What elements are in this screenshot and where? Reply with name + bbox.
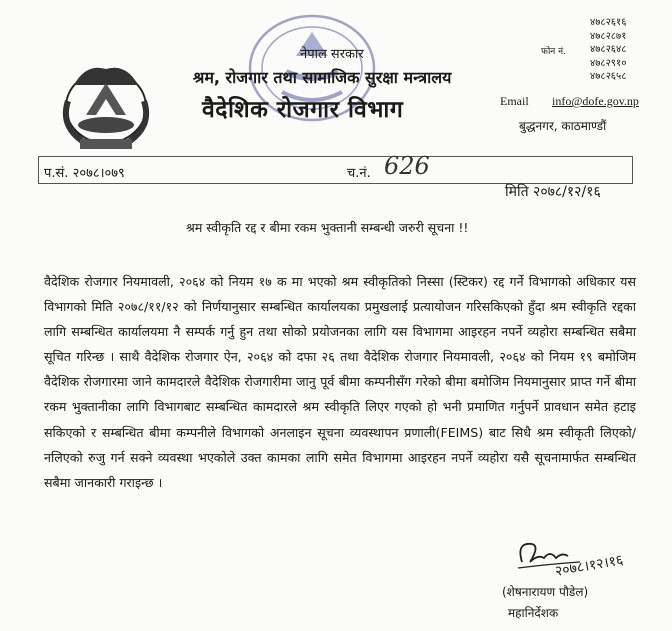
department-name: वैदेशिक रोजगार विभाग: [202, 97, 404, 123]
notice-subject: श्रम स्वीकृति रद्द र बीमा रकम भुक्तानी सम्बन्धी जरुरी सूचना !!: [186, 220, 469, 235]
email-label: Email: [500, 94, 529, 108]
signature-date: २०७८।१२।१६: [553, 552, 625, 580]
phone-number: ४७८२८७१: [590, 30, 627, 42]
ministry-name: श्रम, रोजगार तथा सामाजिक सुरक्षा मन्त्रालय: [193, 68, 452, 87]
email-link[interactable]: info@dofe.gov.np: [552, 94, 639, 108]
government-name: नेपाल सरकार: [300, 47, 364, 62]
dispatch-number: 626: [384, 152, 430, 180]
reference-number: प.सं. २०७८।०७९: [44, 166, 125, 181]
phone-number: ४७८२६१६: [590, 17, 627, 28]
phone-number: ४७८२६५८: [590, 71, 627, 83]
phone-number: ४७८२६४८: [590, 44, 627, 56]
nepal-emblem-icon: [46, 55, 166, 155]
phone-label: फोन नं.: [541, 47, 566, 57]
phone-list: [590, 16, 626, 84]
dispatch-number-label: च.नं.: [347, 166, 371, 181]
notice-body: वैदेशिक रोजगार नियमावली, २०६४ को नियम १७ क मा भएको श्रम स्वीकृतिको निस्सा (स्टिकर) रद्द गर्ने विभागको अधिकार यस विभागको मिति २०७८/११/१२ को निर्णयानुसार सम्बन्धित कार्यालयका प्रमुखलाई प्रत्यायोजन गरिसकिएको हुँदा श्रम स्वीकृति रद्दका लागि सम्बन्धित कार्यालयमा नै सम्पर्क गर्नु हुन तथा सोको प्रयोजनका लागि यस विभागमा आइरहन नपर्ने व्यहोरा सम्बन्धित सबैमा सूचित गरिन्छ । साथै वैदेशिक रोजगार ऐन, २०६४ को दफा २६ तथा वैदेशिक रोजगार नियमावली, २०६४ को नियम १९ बमोजिम वैदेशिक रोजगारमा जाने कामदारले वैदेशिक रोजगारीमा जानु पूर्व बीमा कम्पनीसँग गरेको बीमा बमोजिम नियमानुसार प्राप्त गर्ने बीमा रकम भुक्तानीका लागि विभागबाट सम्बन्धित कामदारले श्रम स्वीकृति लिएर गएको हो भनी प्रमाणित गर्नुपर्ने प्रावधान समेत हटाइ सकिएको र सम्बन्धित बीमा कम्पनीले विभागको अनलाइन सूचना व्यवस्थापन प्रणाली(FEIMS) बाट सिधै श्रम स्वीकृती लिएको/नलिएको रुजु गर्न सक्ने व्यवस्था भएकोले उक्त कामका लागि समेत विभागमा आइरहन नपर्ने व्यहोरा यसै सूचनामार्फत सम्बन्धित सबैमा जानकारी गराइन्छ ।: [44, 274, 636, 490]
notice-date: मिति २०७८/१२/१६: [505, 184, 601, 200]
office-address: बुद्धनगर, काठमाण्डौं: [519, 119, 607, 133]
reference-box: [38, 156, 633, 184]
handwritten-signature-icon: [510, 528, 650, 588]
phone-number: ४७८२९१०: [590, 57, 627, 69]
signer-name: (शेषनारायण पौडेल): [502, 585, 589, 599]
signer-title: महानिर्देशक: [508, 606, 559, 620]
